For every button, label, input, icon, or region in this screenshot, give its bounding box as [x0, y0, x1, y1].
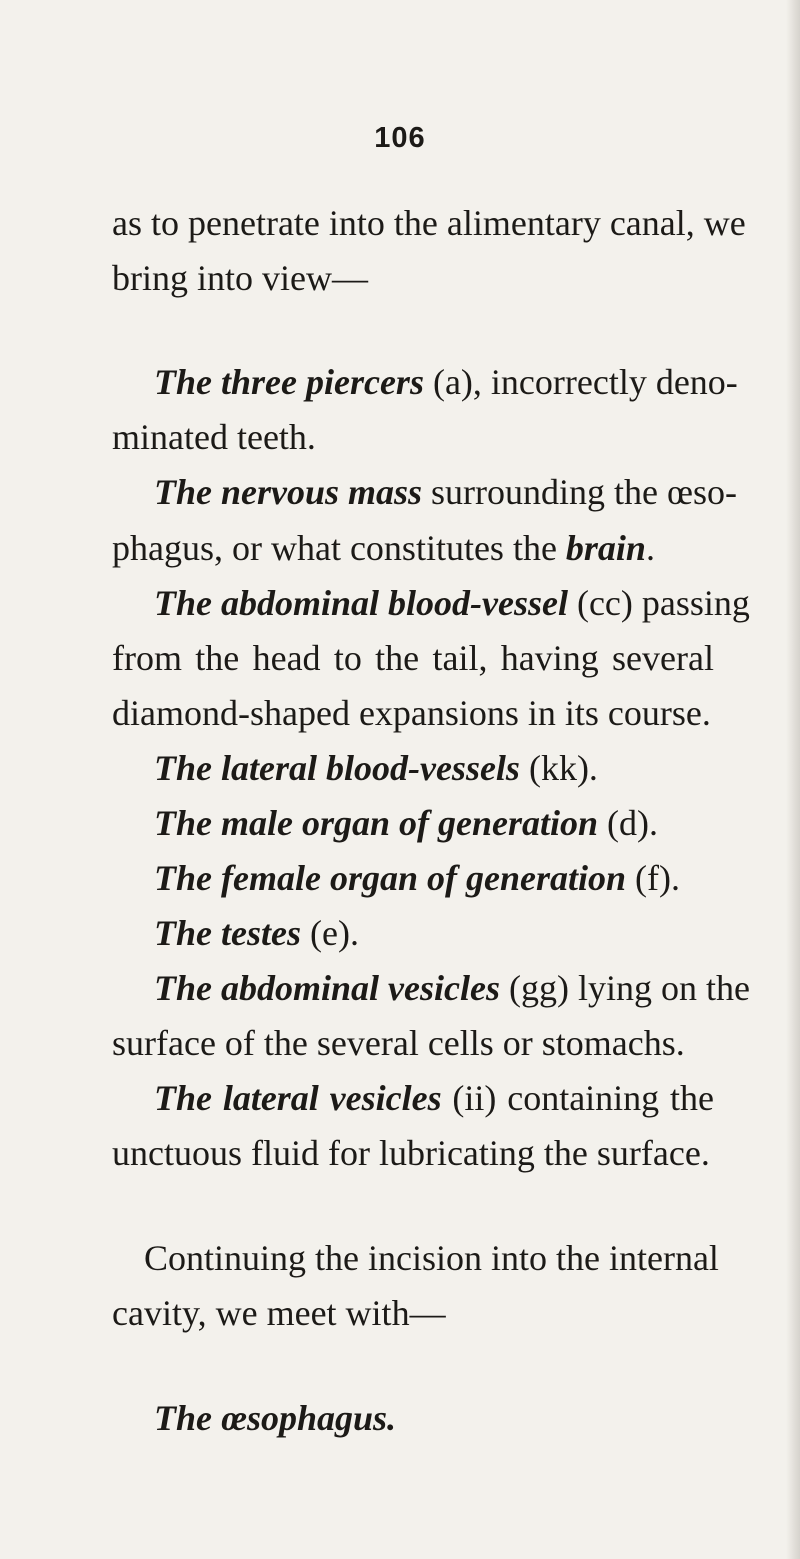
item-nervous-line-1: The nervous mass surrounding the œso-	[154, 472, 737, 512]
term-three-piercers: The three piercers	[154, 362, 424, 402]
item-female-organ: The female organ of generation (f).	[154, 858, 680, 898]
term-lateral-blood-vessels: The lateral blood-vessels	[154, 748, 520, 788]
item-abdominal-vessel-line-1: The abdominal blood-vessel (cc) passing	[154, 583, 750, 623]
term-oesophagus: The œsophagus.	[154, 1398, 397, 1438]
item-abdominal-vessel-line-3: diamond-shaped expansions in its course.	[112, 693, 711, 733]
term-lateral-vesicles: The lateral vesicles	[154, 1078, 442, 1118]
item-abdominal-vesicles-line-2: surface of the several cells or stomachs.	[112, 1023, 685, 1063]
term-male-organ: The male organ of generation	[154, 803, 599, 843]
item-lateral-vesicles-line-2: unctuous fluid for lubricating the surface.	[112, 1133, 710, 1173]
term-nervous-mass: The nervous mass	[154, 472, 423, 512]
intro-line-2: bring into view—	[112, 258, 368, 298]
term-abdominal-blood-vessel: The abdominal blood-vessel	[154, 583, 568, 623]
intro-line-1: as to penetrate into the alimentary canal, we	[112, 203, 746, 243]
term-brain: brain	[565, 528, 646, 568]
item-lateral-vessels: The lateral blood-vessels (kk).	[154, 748, 598, 788]
item-testes: The testes (e).	[154, 913, 359, 953]
page-number: 106	[374, 122, 426, 154]
item-piercers-line-1: The three piercers (a), incorrectly deno-	[154, 362, 738, 402]
item-male-organ: The male organ of generation (d).	[154, 803, 658, 843]
term-female-organ: The female organ of generation	[154, 858, 626, 898]
item-abdominal-vesicles-line-1: The abdominal vesicles (gg) lying on the	[154, 968, 750, 1008]
term-testes: The testes	[154, 913, 301, 953]
item-lateral-vesicles-line-1: The lateral vesicles (ii) containing the	[154, 1078, 714, 1118]
continue-line-1: Continuing the incision into the internal	[144, 1238, 719, 1278]
continue-line-2: cavity, we meet with—	[112, 1293, 446, 1333]
term-abdominal-vesicles: The abdominal vesicles	[154, 968, 500, 1008]
item-nervous-line-2: phagus, or what constitutes the brain.	[112, 528, 655, 568]
item-abdominal-vessel-line-2: from the head to the tail, having several	[112, 638, 714, 678]
item-piercers-line-2: minated teeth.	[112, 417, 316, 457]
page-edge-shadow	[786, 0, 800, 1559]
